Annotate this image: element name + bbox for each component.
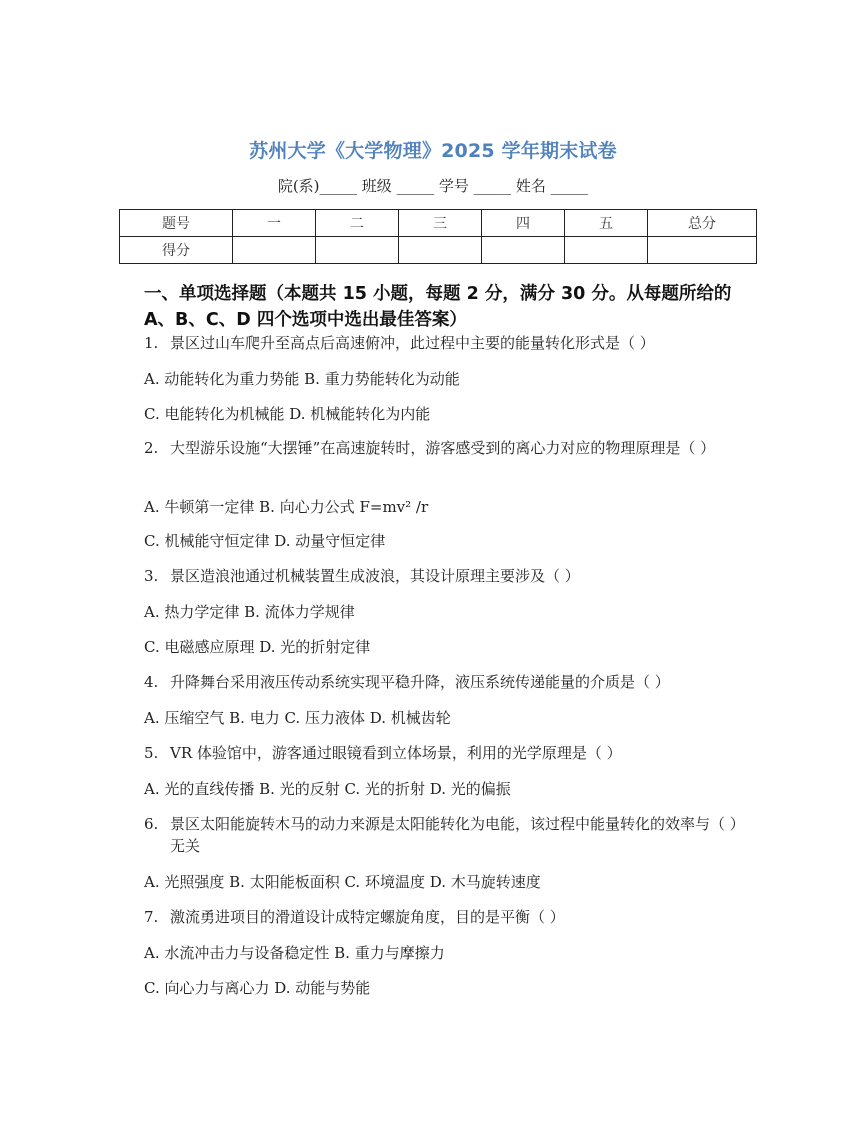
score-cell <box>648 237 757 264</box>
question-7-options-cd: C. 向心力与离心力 D. 动能与势能 <box>144 979 371 997</box>
question-5-options: A. 光的直线传播 B. 光的反射 C. 光的折射 D. 光的偏振 <box>144 780 511 798</box>
question-text: VR 体验馆中，游客通过眼镜看到立体场景，利用的光学原理是（ ） <box>170 744 622 762</box>
question-number: 5. <box>144 744 159 762</box>
question-number: 7. <box>144 908 159 926</box>
question-4 <box>144 671 744 693</box>
question-4-options: A. 压缩空气 B. 电力 C. 压力液体 D. 机械齿轮 <box>144 709 451 727</box>
score-cell <box>565 237 648 264</box>
score-header-cell: 三 <box>399 210 482 237</box>
section-heading: 一、单项选择题（本题共 15 小题，每题 2 分，满分 30 分。从每题所给的 A、B、C、D 四个选项中选出最佳答案） <box>144 284 732 330</box>
score-cell <box>316 237 399 264</box>
question-6 <box>144 813 744 857</box>
document-title: 苏州大学《大学物理》2025 学年期末试卷 <box>249 140 617 162</box>
score-cell <box>233 237 316 264</box>
score-header-cell: 五 <box>565 210 648 237</box>
score-header-cell: 四 <box>482 210 565 237</box>
question-7 <box>144 906 744 928</box>
score-table <box>119 209 757 264</box>
question-1-options-cd: C. 电能转化为机械能 D. 机械能转化为内能 <box>144 405 431 423</box>
student-info-line: 院(系)_____ 班级 _____ 学号 _____ 姓名 _____ <box>277 177 589 195</box>
score-table-header-row <box>120 210 757 237</box>
score-header-cell: 二 <box>316 210 399 237</box>
score-cell <box>399 237 482 264</box>
question-number: 4. <box>144 673 159 691</box>
question-number: 1. <box>144 334 159 352</box>
question-1 <box>144 332 744 354</box>
question-number: 6. <box>144 815 159 833</box>
question-text: 景区太阳能旋转木马的动力来源是太阳能转化为电能，该过程中能量转化的效率与（ ）无关 <box>170 815 738 855</box>
question-1-options-ab: A. 动能转化为重力势能 B. 重力势能转化为动能 <box>144 370 460 388</box>
question-6-options: A. 光照强度 B. 太阳能板面积 C. 环境温度 D. 木马旋转速度 <box>144 873 541 891</box>
question-text: 激流勇进项目的滑道设计成特定螺旋角度，目的是平衡（ ） <box>170 908 565 926</box>
question-7-options-ab: A. 水流冲击力与设备稳定性 B. 重力与摩擦力 <box>144 944 445 962</box>
question-number: 2. <box>144 439 159 457</box>
question-5 <box>144 742 744 764</box>
question-2 <box>144 437 744 459</box>
question-2-options-cd: C. 机械能守恒定律 D. 动量守恒定律 <box>144 532 386 550</box>
score-header-cell: 总分 <box>648 210 757 237</box>
question-number: 3. <box>144 567 159 585</box>
question-text: 升降舞台采用液压传动系统实现平稳升降，液压系统传递能量的介质是（ ） <box>170 673 670 691</box>
question-text: 景区造浪池通过机械装置生成波浪，其设计原理主要涉及（ ） <box>170 567 580 585</box>
score-table-score-row <box>120 237 757 264</box>
question-text: 大型游乐设施“大摆锤”在高速旋转时，游客感受到的离心力对应的物理原理是（ ） <box>170 439 716 457</box>
score-cell <box>482 237 565 264</box>
score-row-label: 得分 <box>120 237 233 264</box>
question-3-options-cd: C. 电磁感应原理 D. 光的折射定律 <box>144 638 371 656</box>
question-3-options-ab: A. 热力学定律 B. 流体力学规律 <box>144 603 355 621</box>
question-3 <box>144 565 744 587</box>
score-header-cell: 一 <box>233 210 316 237</box>
question-2-options-ab: A. 牛顿第一定律 B. 向心力公式 F=mv² /r <box>144 498 429 516</box>
question-text: 景区过山车爬升至高点后高速俯冲，此过程中主要的能量转化形式是（ ） <box>170 334 655 352</box>
score-header-cell: 题号 <box>120 210 233 237</box>
